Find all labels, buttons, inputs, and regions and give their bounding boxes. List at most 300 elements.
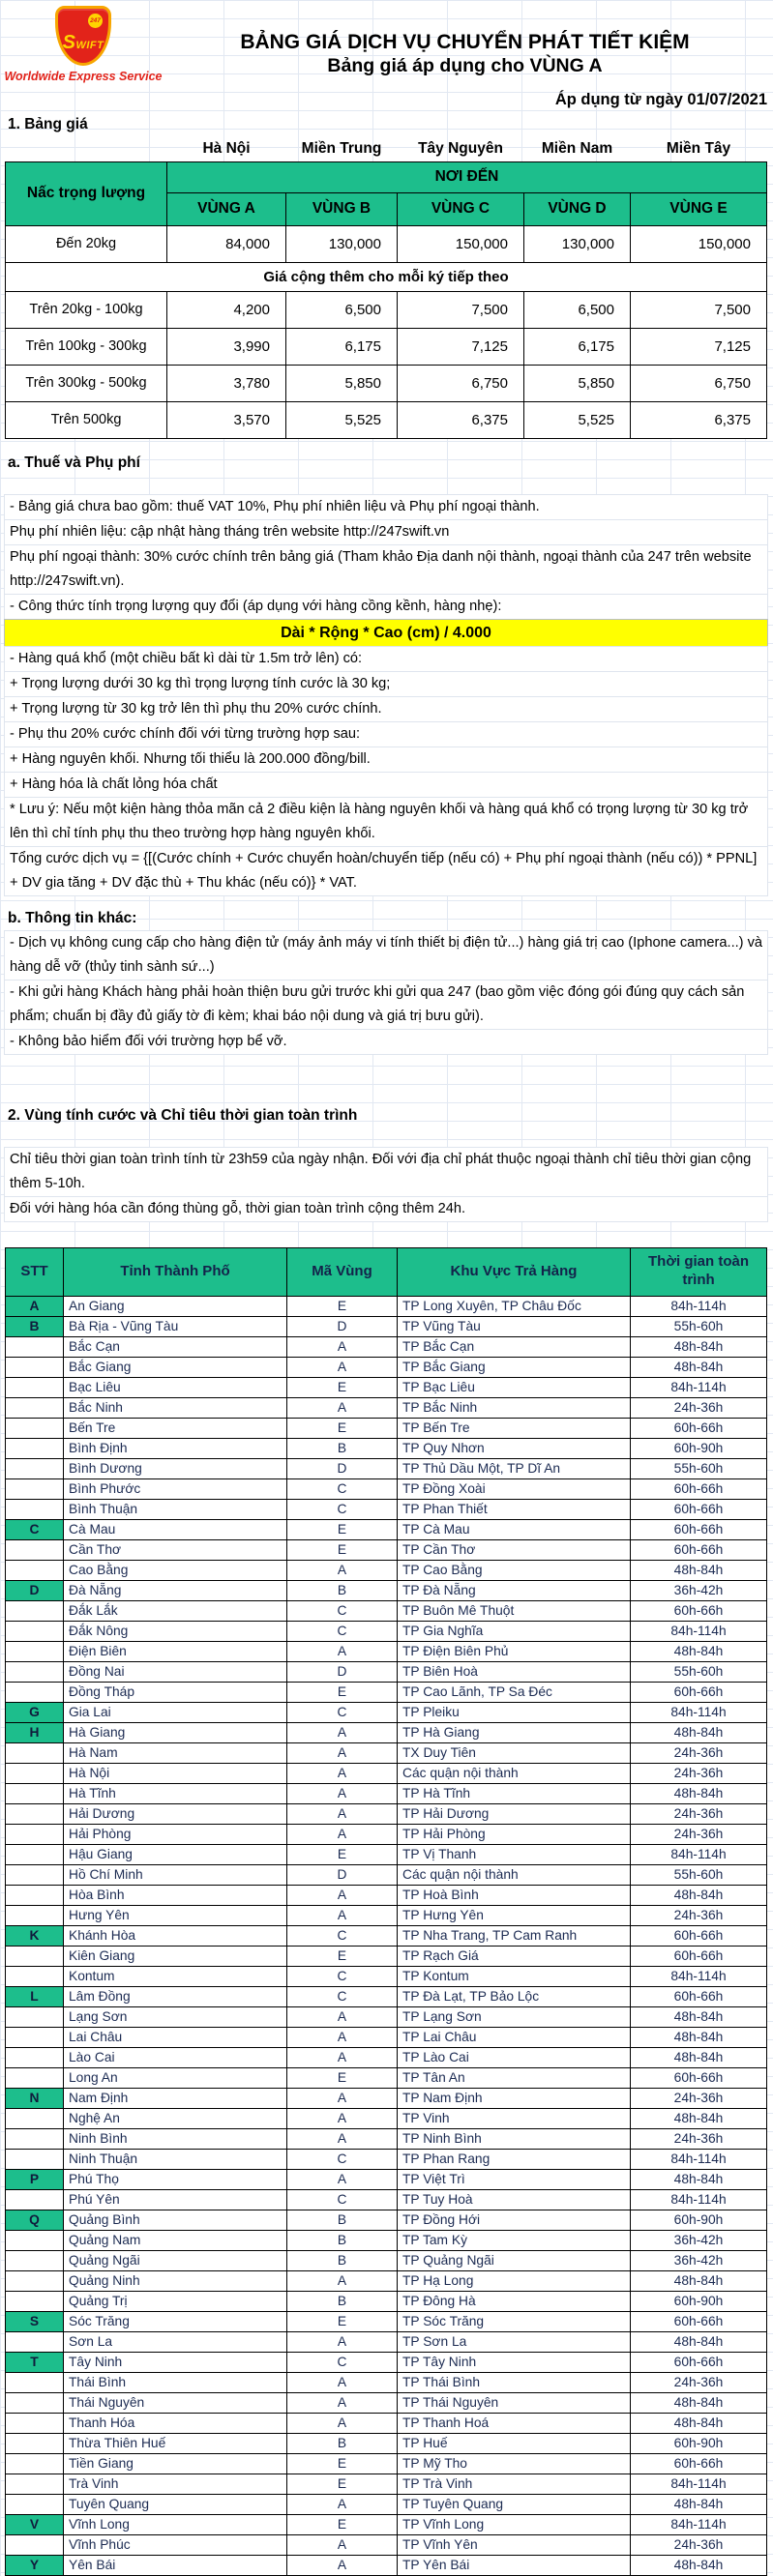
price-cell: 5,850 [524, 365, 631, 401]
note-line: - Công thức tính trọng lượng quy đổi (áp dụng với hàng cồng kềnh, hàng nhẹ): [4, 594, 768, 620]
table-row [6, 1418, 767, 1438]
transit-time-cell: 60h-90h [631, 2291, 767, 2311]
province-cell: Đắk Nông [64, 1621, 287, 1641]
province-cell: Thừa Thiên Huế [64, 2433, 287, 2453]
delivery-area-cell: TP Buôn Mê Thuột [398, 1600, 631, 1621]
province-cell: Kontum [64, 1966, 287, 1986]
table-row [6, 1478, 767, 1499]
price-cell: 6,175 [286, 328, 398, 365]
transit-time-cell: 60h-66h [631, 1499, 767, 1519]
region-header: Hà Nội [202, 140, 251, 158]
delivery-area-cell: TP Tân An [398, 2067, 631, 2088]
delivery-area-cell: TP Hà Tĩnh [398, 1783, 631, 1803]
transit-time-cell: 24h-36h [631, 1803, 767, 1824]
province-cell: Lạng Sơn [64, 2006, 287, 2027]
delivery-area-cell: TP Hà Giang [398, 1722, 631, 1742]
delivery-area-cell: TP Gia Nghĩa [398, 1621, 631, 1641]
weight-tier-cell: Đến 20kg [6, 225, 167, 262]
group-letter-cell [6, 2474, 64, 2494]
table-row [6, 2067, 767, 2088]
delivery-area-cell: TP Pleiku [398, 1702, 631, 1722]
price-cell: 6,500 [524, 291, 631, 328]
zone-code-cell: E [287, 2311, 398, 2331]
table-row [6, 1864, 767, 1885]
note-line: Tổng cước dịch vụ = {[(Cước chính + Cước chuyển hoàn/chuyển tiếp (nếu có) + Phụ phí ngoại thành (nếu có)) * PPNL] + DV gia tăng + DV đặc thù + Thu khác (nếu có)} * VAT. [4, 846, 768, 896]
addon-price-row [6, 328, 767, 365]
table-row [6, 2433, 767, 2453]
transit-time-cell: 84h-114h [631, 2149, 767, 2169]
document-header [0, 0, 773, 89]
transit-time-cell: 48h-84h [631, 1722, 767, 1742]
group-letter-cell [6, 2128, 64, 2149]
zone-code-cell: A [287, 1763, 398, 1783]
logo-247-badge: 247 [88, 14, 103, 28]
transit-time-cell: 60h-66h [631, 2311, 767, 2331]
transit-time-cell: 84h-114h [631, 1702, 767, 1722]
table-row [6, 1763, 767, 1783]
table-row [6, 2372, 767, 2392]
transit-time-cell: 60h-66h [631, 2067, 767, 2088]
province-cell: Kiên Giang [64, 1946, 287, 1966]
delivery-area-cell: TP Lai Châu [398, 2027, 631, 2047]
document-titles [166, 6, 773, 78]
transit-time-cell: 60h-90h [631, 2210, 767, 2230]
province-cell: Hưng Yên [64, 1905, 287, 1925]
delivery-area-cell: TP Ninh Bình [398, 2128, 631, 2149]
table-row [6, 1844, 767, 1864]
province-cell: Tây Ninh [64, 2352, 287, 2372]
zone-code-cell: A [287, 2331, 398, 2352]
transit-time-cell: 48h-84h [631, 2555, 767, 2575]
table-row [6, 2514, 767, 2534]
base-price-row [6, 225, 767, 262]
transit-time-cell: 60h-66h [631, 1539, 767, 1560]
zone-code-cell: A [287, 2006, 398, 2027]
group-letter-cell [6, 2494, 64, 2514]
zone-header: VÙNG E [631, 192, 767, 225]
delivery-area-cell: TP Nam Định [398, 2088, 631, 2108]
delivery-area-cell: TP Vũng Tàu [398, 1316, 631, 1336]
delivery-area-cell: TP Thủ Dầu Một, TP Dĩ An [398, 1458, 631, 1478]
region-header: Tây Nguyên [418, 140, 503, 158]
grid-spacer [0, 439, 773, 453]
zone-code-cell: E [287, 1682, 398, 1702]
delivery-area-cell: TP Tam Kỳ [398, 2230, 631, 2250]
transit-time-cell: 55h-60h [631, 1458, 767, 1478]
province-cell: Bình Định [64, 1438, 287, 1458]
zone-code-cell: C [287, 2189, 398, 2210]
group-letter-cell [6, 1600, 64, 1621]
group-letter-cell [6, 1539, 64, 1560]
note-line: - Khi gửi hàng Khách hàng phải hoàn thiện bưu gửi trước khi gửi qua 247 (bao gồm việc đóng gói đúng quy cách sản phẩm; chuẩn bị đầy đủ giấy tờ đi kèm; khai báo nội dung và giá trị bưu gửi). [4, 980, 768, 1030]
delivery-area-cell: TP Lào Cai [398, 2047, 631, 2067]
province-cell: Quảng Ninh [64, 2270, 287, 2291]
province-cell: Bình Phước [64, 1478, 287, 1499]
province-cell: Khánh Hòa [64, 1925, 287, 1946]
zone-code-cell: A [287, 2392, 398, 2413]
group-letter-cell [6, 2067, 64, 2088]
table-row [6, 1986, 767, 2006]
zone-code-cell: A [287, 1722, 398, 1742]
note-line: - Dịch vụ không cung cấp cho hàng điện tử (máy ảnh máy vi tính thiết bị điện tử...) hàng giá trị cao (Iphone camera...) và hàng dễ vỡ (thủy tinh sành sứ...) [4, 930, 768, 981]
zone-code-cell: D [287, 1864, 398, 1885]
zone-code-cell: E [287, 2453, 398, 2474]
delivery-area-cell: TP Bắc Giang [398, 1357, 631, 1377]
province-cell: Điện Biên [64, 1641, 287, 1661]
group-letter-cell: L [6, 1986, 64, 2006]
price-cell: 6,500 [286, 291, 398, 328]
section-b-heading: b. Thông tin khác: [8, 909, 137, 926]
addon-heading: Giá cộng thêm cho mỗi ký tiếp theo [6, 262, 767, 291]
delivery-area-cell: TP Bắc Cạn [398, 1336, 631, 1357]
delivery-area-cell: TP Cần Thơ [398, 1539, 631, 1560]
zone-header: VÙNG A [167, 192, 286, 225]
delivery-area-cell: TP Cao Bằng [398, 1560, 631, 1580]
delivery-area-cell: TP Vinh [398, 2108, 631, 2128]
group-letter-cell: S [6, 2311, 64, 2331]
region-header: Miền Nam [541, 140, 613, 158]
transit-time-cell: 48h-84h [631, 1783, 767, 1803]
note-line: + Hàng nguyên khối. Nhưng tối thiểu là 200.000 đồng/bill. [4, 746, 768, 773]
zone-code-cell: A [287, 2494, 398, 2514]
price-cell: 3,570 [167, 401, 286, 438]
price-cell: 84,000 [167, 225, 286, 262]
province-cell: Bạc Liêu [64, 1377, 287, 1397]
table-row [6, 2250, 767, 2270]
zone-code-cell: D [287, 1661, 398, 1682]
table-row [6, 2453, 767, 2474]
delivery-area-cell: TP Tuy Hoà [398, 2189, 631, 2210]
table-row [6, 1966, 767, 1986]
delivery-area-cell: TP Đà Nẵng [398, 1580, 631, 1600]
section-a-heading: a. Thuế và Phụ phí [8, 454, 140, 471]
province-cell: Bến Tre [64, 1418, 287, 1438]
table-row [6, 1783, 767, 1803]
province-cell: Hà Giang [64, 1722, 287, 1742]
province-cell: Nghệ An [64, 2108, 287, 2128]
document-title: BẢNG GIÁ DỊCH VỤ CHUYỂN PHÁT TIẾT KIỆM [240, 31, 690, 53]
delivery-area-cell: Các quận nội thành [398, 1763, 631, 1783]
transit-time-cell: 48h-84h [631, 1641, 767, 1661]
group-letter-cell [6, 1682, 64, 1702]
transit-time-cell: 60h-66h [631, 2352, 767, 2372]
swift-logo [0, 6, 166, 83]
group-letter-cell [6, 1783, 64, 1803]
note-line: + Trọng lượng dưới 30 kg thì trọng lượng tính cước là 30 kg; [4, 671, 768, 697]
group-letter-cell: B [6, 1316, 64, 1336]
province-cell: Sóc Trăng [64, 2311, 287, 2331]
province-cell: Quảng Bình [64, 2210, 287, 2230]
group-letter-cell [6, 2230, 64, 2250]
province-cell: Hải Phòng [64, 1824, 287, 1844]
delivery-area-cell: TP Quảng Ngãi [398, 2250, 631, 2270]
zone-code-cell: C [287, 1702, 398, 1722]
province-cell: Lào Cai [64, 2047, 287, 2067]
group-letter-cell [6, 1803, 64, 1824]
grid-spacer [0, 1128, 773, 1148]
zone-code-cell: B [287, 1438, 398, 1458]
province-cell: Bình Thuận [64, 1499, 287, 1519]
transit-time-cell: 48h-84h [631, 2027, 767, 2047]
table-row [6, 2189, 767, 2210]
zone-code-cell: E [287, 1539, 398, 1560]
province-cell: Hồ Chí Minh [64, 1864, 287, 1885]
column-header: Khu Vực Trả Hàng [398, 1247, 631, 1296]
table-row [6, 1702, 767, 1722]
group-letter-cell [6, 1864, 64, 1885]
zone-code-cell: E [287, 2474, 398, 2494]
transit-time-cell: 24h-36h [631, 2372, 767, 2392]
table-row [6, 2027, 767, 2047]
group-letter-cell [6, 2047, 64, 2067]
group-letter-cell [6, 2006, 64, 2027]
transit-time-cell: 60h-66h [631, 1478, 767, 1499]
table-row [6, 1397, 767, 1418]
table-row [6, 1458, 767, 1478]
zone-code-cell: C [287, 1925, 398, 1946]
transit-time-cell: 48h-84h [631, 2270, 767, 2291]
transit-time-cell: 24h-36h [631, 2088, 767, 2108]
province-cell: Hà Nam [64, 1742, 287, 1763]
table-row [6, 2169, 767, 2189]
table-row [6, 2311, 767, 2331]
province-cell: Nam Định [64, 2088, 287, 2108]
group-letter-cell: N [6, 2088, 64, 2108]
group-letter-cell [6, 1377, 64, 1397]
table-row [6, 1539, 767, 1560]
section-2-heading: 2. Vùng tính cước và Chỉ tiêu thời gian toàn trình [8, 1106, 358, 1124]
province-cell: Lai Châu [64, 2027, 287, 2047]
province-cell: Ninh Bình [64, 2128, 287, 2149]
note-line: - Phụ thu 20% cước chính đối với từng trường hợp sau: [4, 721, 768, 747]
price-cell: 3,780 [167, 365, 286, 401]
delivery-area-cell: TP Hải Dương [398, 1803, 631, 1824]
table-row [6, 1803, 767, 1824]
addon-price-row [6, 401, 767, 438]
group-letter-cell: Y [6, 2555, 64, 2575]
province-cell: Trà Vinh [64, 2474, 287, 2494]
destination-header-row [6, 161, 767, 192]
table-row [6, 1722, 767, 1742]
zone-code-cell: E [287, 1844, 398, 1864]
transit-time-cell: 84h-114h [631, 1844, 767, 1864]
delivery-area-cell: TP Cà Mau [398, 1519, 631, 1539]
price-cell: 150,000 [398, 225, 524, 262]
group-letter-cell [6, 1885, 64, 1905]
delivery-area-cell: TP Yên Bái [398, 2555, 631, 2575]
surcharge-notes [4, 494, 768, 896]
weight-tier-label: Nấc trọng lượng [6, 161, 167, 225]
zone-code-cell: B [287, 2291, 398, 2311]
delivery-area-cell: TP Hạ Long [398, 2270, 631, 2291]
zone-code-cell: D [287, 1458, 398, 1478]
transit-time-cell: 60h-66h [631, 1418, 767, 1438]
zone-code-cell: A [287, 2270, 398, 2291]
delivery-area-cell: TP Vĩnh Long [398, 2514, 631, 2534]
document-subtitle: Bảng giá áp dụng cho VÙNG A [327, 55, 603, 77]
group-letter-cell: Q [6, 2210, 64, 2230]
group-letter-cell [6, 2291, 64, 2311]
province-cell: Cà Mau [64, 1519, 287, 1539]
table-row [6, 1824, 767, 1844]
province-cell: Đồng Tháp [64, 1682, 287, 1702]
table-row [6, 2413, 767, 2433]
group-letter-cell [6, 2413, 64, 2433]
table-row [6, 2047, 767, 2067]
weight-tier-cell: Trên 100kg - 300kg [6, 328, 167, 365]
zone-code-cell: E [287, 1519, 398, 1539]
zone-code-cell: A [287, 1641, 398, 1661]
table-row [6, 1580, 767, 1600]
transit-time-cell: 60h-90h [631, 2433, 767, 2453]
transit-time-cell: 48h-84h [631, 1885, 767, 1905]
table-row [6, 1438, 767, 1458]
column-header: STT [6, 1247, 64, 1296]
note-line: - Không bảo hiểm đối với trường hợp bể vỡ. [4, 1029, 768, 1055]
column-header: Mã Vùng [287, 1247, 398, 1296]
group-letter-cell [6, 2453, 64, 2474]
delivery-area-cell: TP Kontum [398, 1966, 631, 1986]
zone-code-cell: E [287, 1946, 398, 1966]
table-row [6, 1641, 767, 1661]
province-cell: Tiền Giang [64, 2453, 287, 2474]
column-header: Thời gian toàn trình [631, 1247, 767, 1296]
zone-code-cell: B [287, 2230, 398, 2250]
table-row [6, 2128, 767, 2149]
zone-code-cell: A [287, 1560, 398, 1580]
table-row [6, 1600, 767, 1621]
zone-code-cell: E [287, 1377, 398, 1397]
group-letter-cell [6, 1458, 64, 1478]
zone-code-cell: A [287, 2108, 398, 2128]
zone-code-cell: C [287, 1600, 398, 1621]
zone-code-cell: A [287, 2555, 398, 2575]
zone-code-cell: A [287, 2088, 398, 2108]
delivery-area-cell: TP Thái Bình [398, 2372, 631, 2392]
group-letter-cell [6, 2331, 64, 2352]
province-cell: Hòa Bình [64, 1885, 287, 1905]
province-cell: Yên Bái [64, 2555, 287, 2575]
grid-spacer [0, 1055, 773, 1105]
table-row [6, 2494, 767, 2514]
column-header: Tỉnh Thành Phố [64, 1247, 287, 1296]
price-cell: 7,500 [398, 291, 524, 328]
province-cell: Đồng Nai [64, 1661, 287, 1682]
delivery-area-cell: TP Đà Lạt, TP Bảo Lộc [398, 1986, 631, 2006]
delivery-area-cell: TP Vĩnh Yên [398, 2534, 631, 2555]
transit-time-cell: 60h-66h [631, 1682, 767, 1702]
transit-time-cell: 36h-42h [631, 2230, 767, 2250]
zone-code-cell: C [287, 1478, 398, 1499]
note-line: - Bảng giá chưa bao gồm: thuế VAT 10%, Phụ phí nhiên liệu và Phụ phí ngoại thành. [4, 494, 768, 520]
delivery-area-cell: TP Thanh Hoá [398, 2413, 631, 2433]
transit-time-cell: 48h-84h [631, 1336, 767, 1357]
price-cell: 4,200 [167, 291, 286, 328]
table-row [6, 2392, 767, 2413]
group-letter-cell [6, 2250, 64, 2270]
delivery-area-cell: TP Huế [398, 2433, 631, 2453]
group-letter-cell [6, 1844, 64, 1864]
transit-time-cell: 60h-66h [631, 1986, 767, 2006]
price-cell: 5,525 [286, 401, 398, 438]
zone-code-cell: A [287, 1885, 398, 1905]
province-cell: Bắc Cạn [64, 1336, 287, 1357]
table-row [6, 1377, 767, 1397]
group-letter-cell [6, 1966, 64, 1986]
zone-code-cell: E [287, 1296, 398, 1316]
delivery-area-cell: TP Cao Lãnh, TP Sa Đéc [398, 1682, 631, 1702]
table-row [6, 1316, 767, 1336]
province-cell: Vĩnh Phúc [64, 2534, 287, 2555]
province-cell: Hậu Giang [64, 1844, 287, 1864]
group-letter-cell [6, 2189, 64, 2210]
group-letter-cell [6, 1397, 64, 1418]
group-letter-cell [6, 1763, 64, 1783]
group-letter-cell: V [6, 2514, 64, 2534]
province-cell: Thái Bình [64, 2372, 287, 2392]
table-row [6, 2210, 767, 2230]
zone-code-cell: B [287, 2433, 398, 2453]
zone-code-cell: D [287, 1316, 398, 1336]
province-cell: Long An [64, 2067, 287, 2088]
transit-time-cell: 48h-84h [631, 2169, 767, 2189]
group-letter-cell [6, 1478, 64, 1499]
group-letter-cell [6, 1905, 64, 1925]
table-row [6, 1682, 767, 1702]
delivery-area-cell: TP Vị Thanh [398, 1844, 631, 1864]
effective-date: Áp dụng từ ngày 01/07/2021 [554, 91, 767, 108]
transit-time-cell: 55h-60h [631, 1661, 767, 1682]
region-header-row [6, 137, 767, 161]
table-row [6, 1296, 767, 1316]
table-row [6, 2088, 767, 2108]
province-cell: Đắk Lắk [64, 1600, 287, 1621]
price-cell: 150,000 [631, 225, 767, 262]
region-header: Miền Tây [666, 140, 731, 158]
delivery-area-cell: TP Thái Nguyên [398, 2392, 631, 2413]
delivery-area-cell: TP Long Xuyên, TP Châu Đốc [398, 1296, 631, 1316]
grid-spacer [0, 1222, 773, 1247]
group-letter-cell [6, 2108, 64, 2128]
delivery-area-cell: TP Rạch Giá [398, 1946, 631, 1966]
province-cell: Thanh Hóa [64, 2413, 287, 2433]
province-cell: Bắc Giang [64, 1357, 287, 1377]
transit-time-cell: 48h-84h [631, 1357, 767, 1377]
transit-time-cell: 48h-84h [631, 2006, 767, 2027]
delivery-area-cell: TP Lạng Sơn [398, 2006, 631, 2027]
delivery-area-cell: TP Mỹ Tho [398, 2453, 631, 2474]
zone-code-cell: A [287, 2027, 398, 2047]
zone-code-cell: A [287, 2413, 398, 2433]
table-row [6, 2006, 767, 2027]
price-cell: 5,850 [286, 365, 398, 401]
logo-tagline: Worldwide Express Service [4, 70, 163, 83]
table-row [6, 1742, 767, 1763]
zone-code-cell: B [287, 2250, 398, 2270]
delivery-area-cell: TP Phan Thiết [398, 1499, 631, 1519]
note-line: + Hàng hóa là chất lỏng hóa chất [4, 772, 768, 798]
transit-time-cell: 60h-66h [631, 1946, 767, 1966]
group-letter-cell [6, 1621, 64, 1641]
zone-code-cell: A [287, 1397, 398, 1418]
grid-spacer [0, 896, 773, 908]
zone-transit-table [5, 1247, 767, 2576]
zone-code-cell: A [287, 1742, 398, 1763]
province-cell: Quảng Ngãi [64, 2250, 287, 2270]
zone-code-cell: B [287, 2210, 398, 2230]
group-letter-cell [6, 2433, 64, 2453]
price-cell: 5,525 [524, 401, 631, 438]
